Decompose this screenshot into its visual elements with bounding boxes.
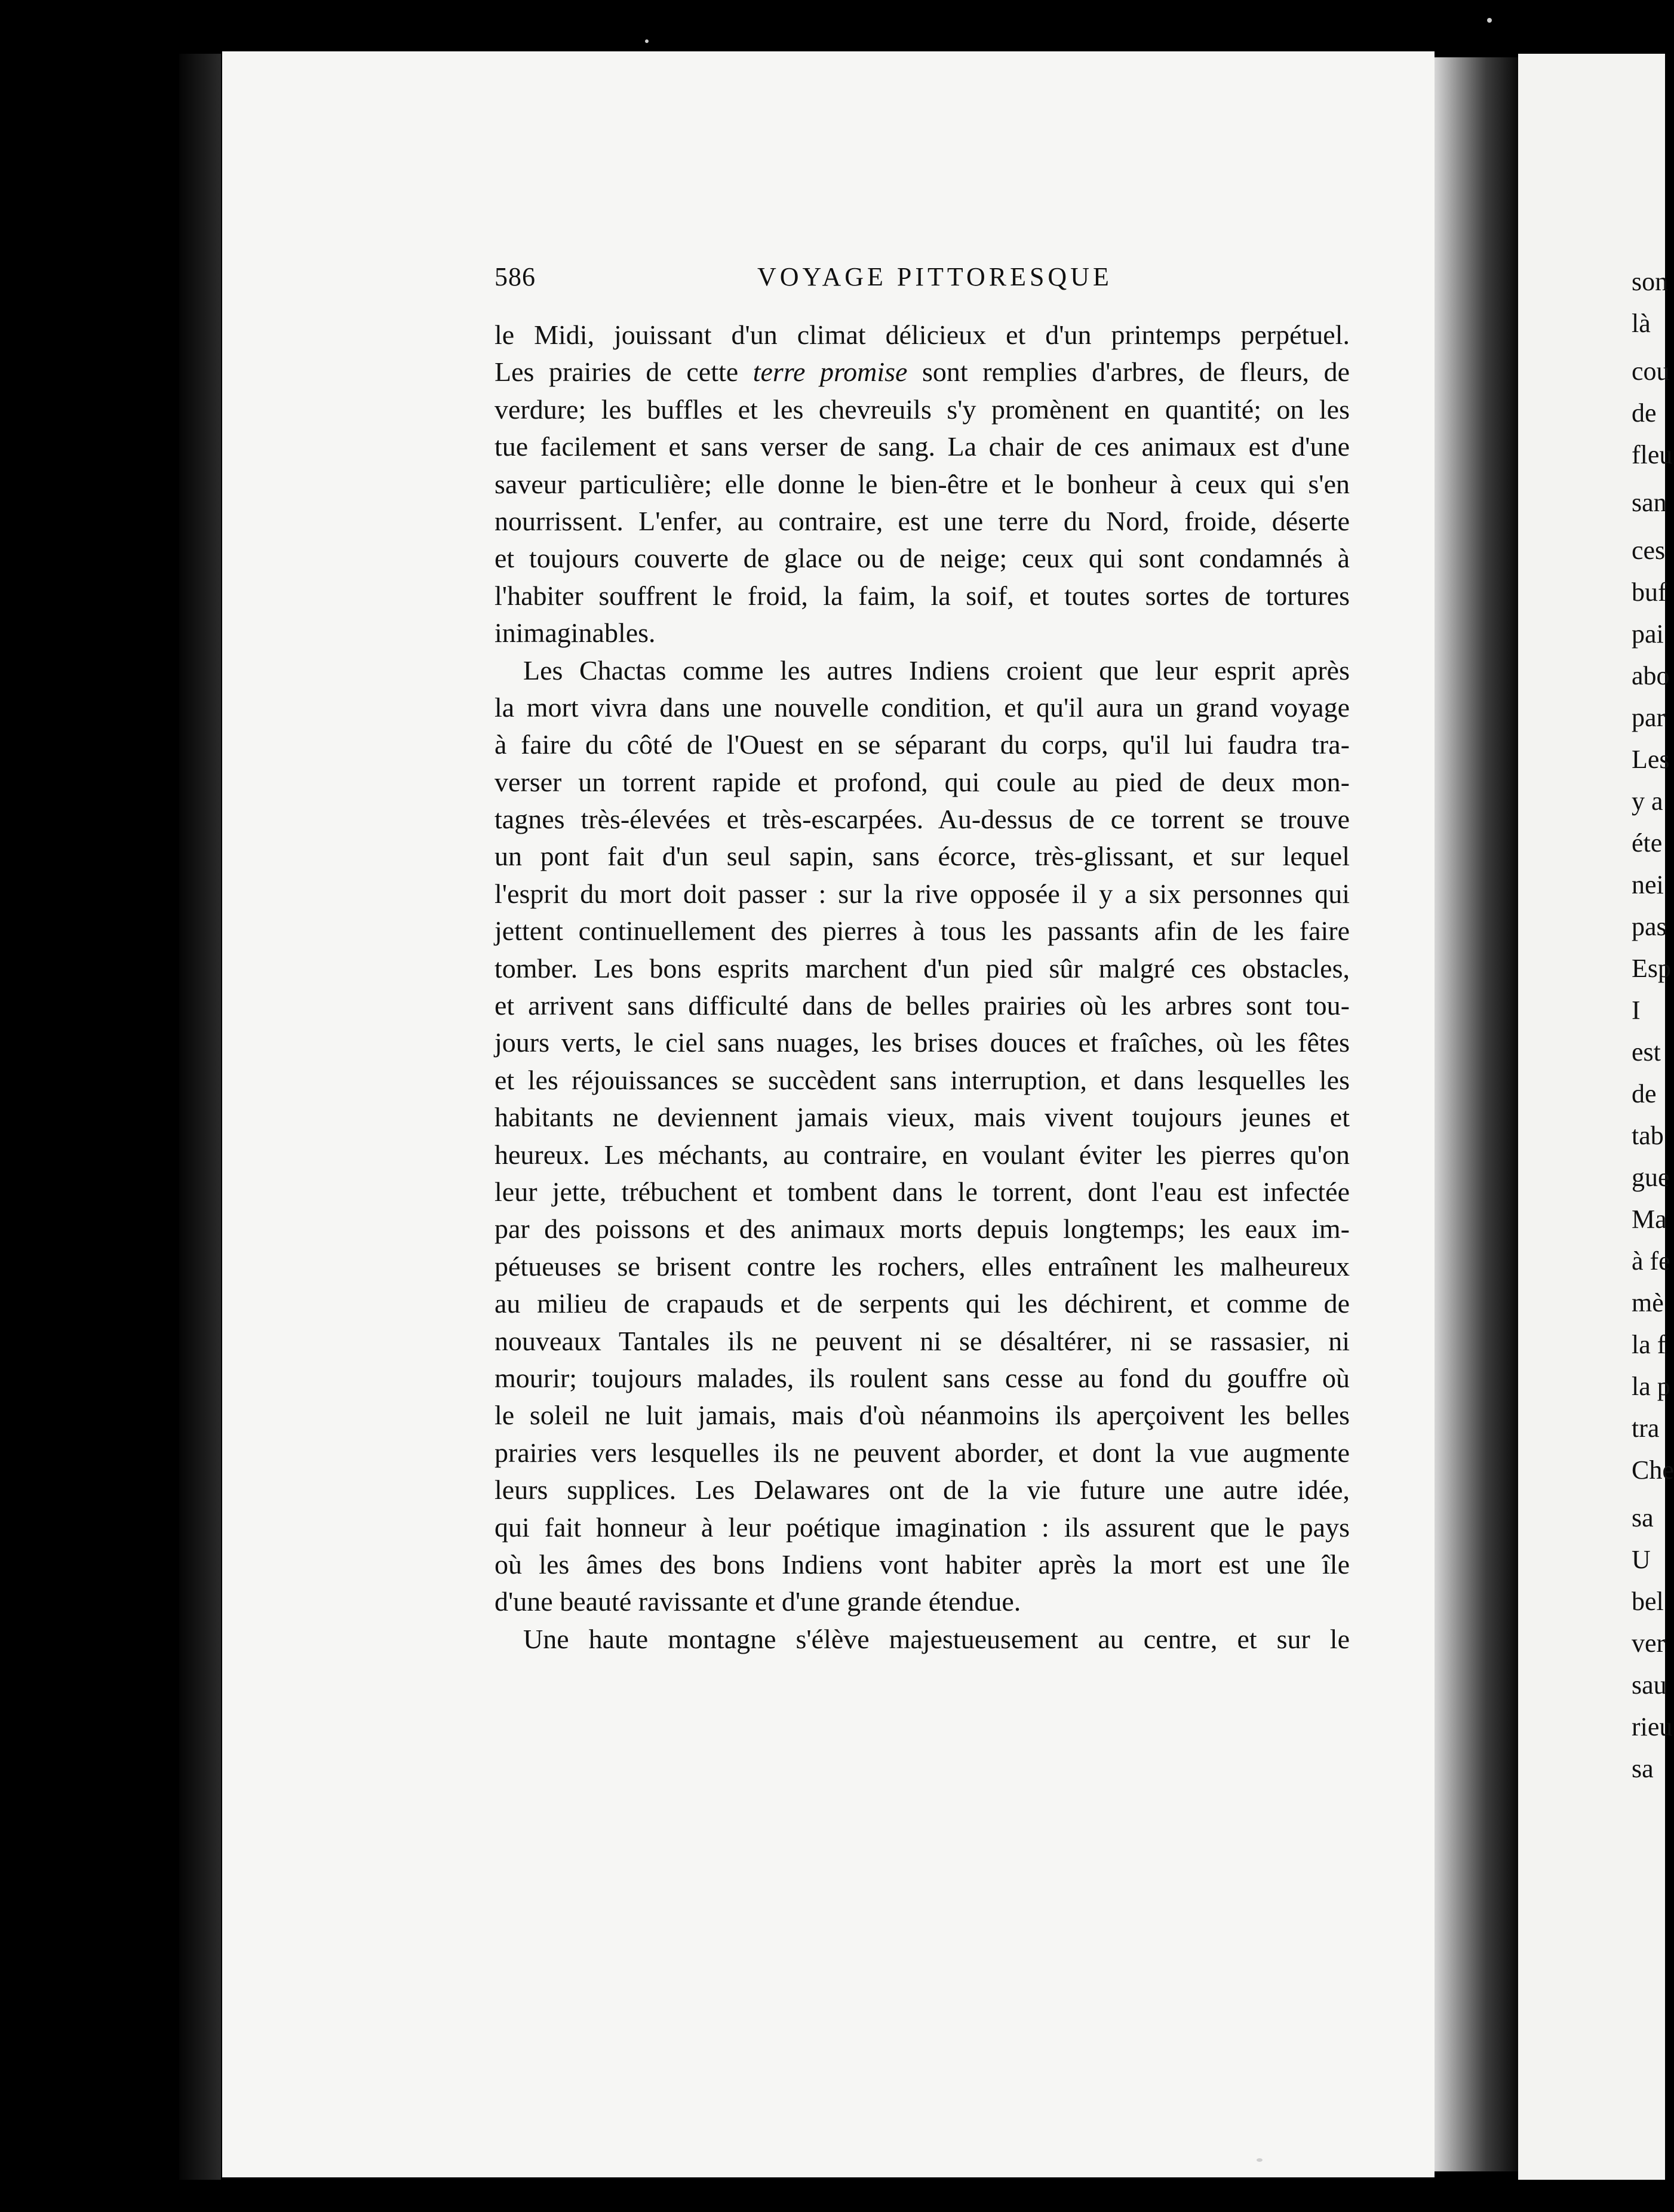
text-line: habitants ne deviennent jamais vieux, mais vivent toujours jeunes et [494,1102,1350,1133]
facing-page [1518,54,1674,2180]
text-line [494,354,1350,391]
facing-page-text-fragment: abo [1632,661,1670,690]
facing-page-text-fragment: san [1632,488,1667,517]
text-line: leur jette, trébuchent et tombent dans le torrent, dont l'eau est infectée [494,1176,1350,1207]
facing-page-text-fragment: de [1632,1079,1657,1108]
text-line: saveur particulière; elle donne le bien-être et le bonheur à ceux qui s'en [494,468,1350,499]
text-line: nourrissent. L'enfer, au contraire, est une terre du Nord, froide, déserte [494,505,1350,536]
facing-page-text-fragment: sa [1632,1754,1654,1783]
text-segment: Les prairies de cette [494,357,753,388]
text-line: jours verts, le ciel sans nuages, les brises douces et fraîches, où les fêtes [494,1027,1350,1058]
text-line: heureux. Les méchants, au contraire, en voulant éviter les pierres qu'on [494,1139,1350,1170]
facing-page-text-fragment: mè [1632,1288,1664,1317]
facing-page-text-fragment: Che [1632,1455,1674,1485]
facing-page-text-fragment: là [1632,309,1651,338]
text-line: verser un torrent rapide et profond, qui coule au pied de deux mon- [494,766,1350,797]
facing-page-text-fragment: I [1632,996,1641,1025]
facing-page-text-fragment: par [1632,703,1666,732]
text-segment: sont remplies d'arbres, de fleurs, de [907,357,1350,388]
page-gutter-shadow [1435,57,1518,2171]
facing-page-text-fragment: est [1632,1037,1661,1067]
text-line: le soleil ne luit jamais, mais d'où néanmoins ils aperçoivent les belles [494,1400,1350,1431]
facing-page-text-fragment: bel [1632,1587,1664,1616]
book-binding-edge [179,54,221,2180]
text-line: leurs supplices. Les Delawares ont de la vie future une autre idée, [494,1474,1350,1506]
facing-page-text-fragment: tab [1632,1121,1664,1150]
facing-page-text-fragment: la f [1632,1330,1666,1359]
text-line: tue facilement et sans verser de sang. La chair de ces animaux est d'une [494,431,1350,462]
text-line: Les Chactas comme les autres Indiens croient que leur esprit après [523,655,1350,686]
text-line: où les âmes des bons Indiens vont habiter après la mort est une île [494,1549,1350,1580]
text-line: un pont fait d'un seul sapin, sans écorce, très-glissant, et sur lequel [494,841,1350,872]
text-line: le Midi, jouissant d'un climat délicieux et d'un printemps perpétuel. [494,319,1350,350]
facing-page-text-fragment: cou [1632,357,1670,386]
text-line: l'esprit du mort doit passer : sur la rive opposée il y a six personnes qui [494,878,1350,909]
scan-speck [1257,2158,1263,2162]
facing-page-text-fragment: fleu [1632,440,1673,469]
facing-page-text-fragment: ver [1632,1629,1666,1658]
text-line: la mort vivra dans une nouvelle condition, et qu'il aura un grand voyage [494,692,1350,723]
facing-page-text-fragment: son [1632,267,1669,296]
facing-page-text-fragment: sau [1632,1670,1667,1700]
facing-page-text-fragment: buf [1632,577,1667,607]
facing-page-text-fragment: ces [1632,536,1666,565]
emphasis-text: terre promise [752,357,908,388]
facing-page-text-fragment: Ma [1632,1205,1667,1234]
facing-page-text-fragment: éte [1632,828,1663,858]
running-title: VOYAGE PITTORESQUE [757,262,1113,291]
text-line: qui fait honneur à leur poétique imagination : ils assurent que le pays [494,1511,1350,1543]
text-line: et arrivent sans difficulté dans de belles prairies où les arbres sont tou- [494,990,1350,1021]
text-line: jettent continuellement des pierres à tous les passants afin de les faire [494,915,1350,947]
text-line: verdure; les buffles et les chevreuils s'y promènent en quantité; on les [494,394,1350,425]
text-line: tomber. Les bons esprits marchent d'un pied sûr malgré ces obstacles, [494,953,1350,984]
facing-page-text-fragment: pas [1632,912,1667,941]
scan-speck [645,39,649,43]
scan-speck [1487,18,1492,23]
text-line: au milieu de crapauds et de serpents qui les déchirent, et comme de [494,1288,1350,1319]
facing-page-text-fragment: nei [1632,870,1664,899]
text-line: par des poissons et des animaux morts depuis longtemps; les eaux im- [494,1213,1350,1245]
facing-page-text-fragment: rieu [1632,1712,1673,1741]
page-number: 586 [494,262,536,291]
facing-page-text-fragment: Les [1632,745,1670,774]
text-line: d'une beauté ravissante et d'une grande étendue. [494,1586,1021,1617]
text-line: et les réjouissances se succèdent sans interruption, et dans lesquelles les [494,1064,1350,1095]
text-line: Une haute montagne s'élève majestueusement au centre, et sur le [523,1623,1350,1654]
text-line: l'habiter souffrent le froid, la faim, la soif, et toutes sortes de tortures [494,580,1350,611]
facing-page-text-fragment: gue [1632,1163,1670,1192]
facing-page-text-fragment: la p [1632,1372,1670,1401]
text-line: tagnes très-élevées et très-escarpées. Au-dessus de ce torrent se trouve [494,804,1350,835]
facing-page-text-fragment: à fe [1632,1246,1670,1276]
facing-page-text-fragment: U [1632,1545,1651,1574]
facing-page-text-fragment: tra [1632,1414,1660,1443]
facing-page-text-fragment: de [1632,398,1657,428]
text-line: et toujours couverte de glace ou de neige; ceux qui sont condamnés à [494,543,1350,574]
text-line: à faire du côté de l'Ouest en se séparant du corps, qu'il lui faudra tra- [494,729,1350,760]
facing-page-text-fragment: y a [1632,787,1663,816]
text-line: nouveaux Tantales ils ne peuvent ni se désaltérer, ni se rassasier, ni [494,1325,1350,1356]
page-header [494,262,1352,297]
text-line: inimaginables. [494,617,656,649]
text-line: prairies vers lesquelles ils ne peuvent aborder, et dont la vue augmente [494,1437,1350,1468]
body-text [494,317,1350,1658]
facing-page-text-fragment: pai [1632,619,1664,649]
text-line: mourir; toujours malades, ils roulent sans cesse au fond du gouffre où [494,1362,1350,1393]
facing-page-text-fragment: sa [1632,1503,1654,1532]
facing-page-text-fragment: Esp [1632,954,1671,983]
text-line: pétueuses se brisent contre les rochers, elles entraînent les malheureux [494,1251,1350,1282]
